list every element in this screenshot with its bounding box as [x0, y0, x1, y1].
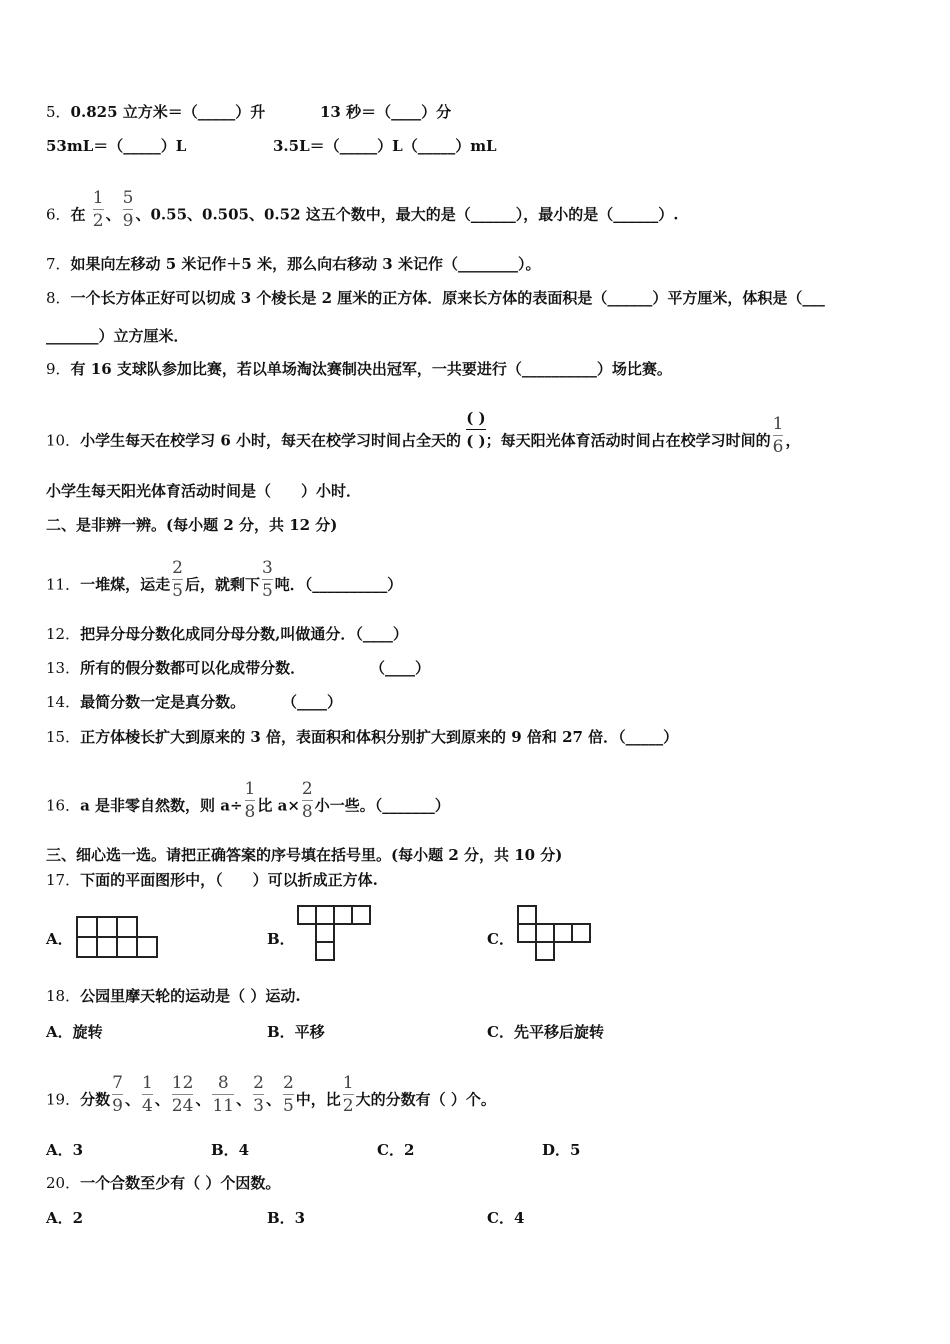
q17-net-a-figure — [75, 915, 159, 961]
q18-option-b: B．平移 — [267, 1023, 325, 1041]
q16-fraction-1 — [245, 780, 256, 821]
q20-option-c: C．4 — [487, 1209, 525, 1227]
q12-number: 12． — [46, 625, 81, 643]
q14-text: 最简分数一定是真分数。 — [80, 693, 246, 711]
q18-text: 公园里摩天轮的运动是（ ）运动. — [80, 987, 301, 1005]
q14-line — [46, 692, 245, 712]
blank-numerator: ( ) — [466, 409, 486, 427]
q6-sep: 、 — [105, 205, 121, 224]
q17-net-b-figure — [296, 904, 372, 962]
q12-text: 把异分母分数化成同分母分数,叫做通分．（____） — [80, 625, 408, 643]
q5-line1 — [46, 102, 265, 122]
denominator: 5 — [172, 581, 183, 601]
numerator: 2 — [172, 558, 183, 578]
q5-part-b: 13 秒＝（____）分 — [320, 103, 452, 121]
q20-text: 一个合数至少有（ ）个因数。 — [80, 1174, 281, 1192]
q20-option-b: B．3 — [267, 1209, 306, 1227]
q19-post: 大的分数有（ ）个。 — [355, 1090, 496, 1109]
numerator: 8 — [217, 1073, 229, 1093]
q19-fraction-4 — [212, 1074, 234, 1115]
q17-option-c-label: C． — [487, 930, 514, 948]
q19-sep: 、 — [195, 1090, 211, 1109]
q18-number: 18． — [46, 987, 81, 1005]
q9-number: 9． — [46, 360, 71, 378]
q19-line — [46, 1073, 496, 1121]
numerator: 2 — [253, 1073, 264, 1093]
denominator: 3 — [253, 1096, 264, 1116]
denominator: 5 — [282, 1096, 294, 1116]
numerator: 1 — [92, 188, 104, 208]
q11-pre: 一堆煤，运走 — [80, 575, 171, 594]
numerator: 3 — [261, 558, 273, 578]
q10-text1: 小学生每天在校学习 6 小时，每天在校学习时间占全天的 — [80, 431, 461, 450]
q15-number: 15． — [46, 728, 81, 746]
q8-number: 8． — [46, 289, 71, 307]
q19-sep: 、 — [124, 1090, 140, 1109]
numerator: 1 — [772, 414, 784, 434]
q10-line1 — [46, 409, 801, 464]
q18-option-a: A．旋转 — [46, 1023, 103, 1041]
q10-blank-fraction — [466, 407, 485, 452]
q7-text: 如果向左移动 5 米记作＋5 米，那么向右移动 3 米记作（________）。 — [70, 255, 541, 273]
numerator: 2 — [282, 1073, 294, 1093]
numerator: 5 — [122, 188, 134, 208]
denominator: 9 — [112, 1096, 123, 1116]
q19-sep: 、 — [154, 1090, 170, 1109]
q6-fraction-2 — [123, 189, 134, 230]
denominator: 11 — [212, 1096, 235, 1116]
q19-mid: 中，比 — [295, 1090, 341, 1109]
q19-option-b: B．4 — [211, 1141, 250, 1159]
q8-text2: _______）立方厘米． — [46, 327, 189, 345]
q13-number: 13． — [46, 659, 81, 677]
q20-line — [46, 1173, 280, 1193]
q6-post: 、0.55、0.505、0.52 这五个数中，最大的是（______），最小的是（______）. — [135, 205, 679, 224]
q12-line — [46, 624, 408, 644]
q13-text: 所有的假分数都可以化成带分数． — [80, 659, 306, 677]
denominator: 6 — [772, 437, 784, 457]
q11-line — [46, 558, 403, 606]
q9-line — [46, 359, 672, 379]
q19-option-a: A．3 — [46, 1141, 84, 1159]
q13-blank: （____） — [370, 659, 431, 677]
q8-line1 — [46, 288, 825, 308]
q6-pre: 在 — [70, 205, 86, 224]
q19-fraction-2 — [142, 1074, 153, 1115]
q14-number: 14． — [46, 693, 81, 711]
q19-fraction-1 — [112, 1074, 123, 1115]
numerator: 2 — [301, 779, 313, 799]
q19-sep: 、 — [236, 1090, 252, 1109]
q17-number: 17． — [46, 871, 81, 889]
denominator: 2 — [342, 1096, 354, 1116]
q6-fraction-1 — [93, 189, 104, 230]
q19-compare-fraction — [343, 1074, 354, 1115]
q16-mid: 比 a× — [257, 796, 300, 815]
q16-line — [46, 779, 450, 827]
q11-number: 11． — [46, 575, 81, 594]
q15-line — [46, 727, 678, 747]
q20-number: 20． — [46, 1174, 81, 1192]
numerator: 7 — [112, 1073, 123, 1093]
q5-number: 5． — [46, 103, 71, 121]
q16-fraction-2 — [302, 780, 313, 821]
q10-number: 10． — [46, 431, 81, 450]
numerator: 1 — [342, 1073, 354, 1093]
q11-post: 吨．（__________） — [274, 575, 403, 594]
denominator: 8 — [301, 802, 313, 822]
denominator: 9 — [122, 211, 134, 231]
q5-part-c: 53mL＝（_____）L — [46, 137, 187, 155]
q20-option-a: A．2 — [46, 1209, 84, 1227]
q14-blank: （____） — [282, 693, 343, 711]
q17-net-c-figure — [516, 904, 592, 962]
numerator: 1 — [244, 779, 256, 799]
denominator: 2 — [92, 211, 104, 231]
section-2-title: 二、是非辨一辨。(每小题 2 分，共 12 分) — [46, 516, 338, 534]
q5-part-d: 3.5L＝（_____）L（_____）mL — [273, 137, 497, 155]
q19-number: 19． — [46, 1090, 81, 1109]
section-3-title: 三、细心选一选。请把正确答案的序号填在括号里。(每小题 2 分，共 10 分) — [46, 846, 563, 864]
numerator: 12 — [171, 1073, 194, 1093]
blank-denominator: ( ) — [466, 432, 486, 450]
q17-line — [46, 870, 378, 890]
numerator: 1 — [141, 1073, 153, 1093]
q19-fraction-3 — [172, 1074, 194, 1115]
q19-fraction-6 — [283, 1074, 294, 1115]
q16-post: 小一些。（_______） — [314, 796, 450, 815]
q19-sep: 、 — [265, 1090, 281, 1109]
q10-text3: ， — [785, 431, 801, 450]
q18-line — [46, 986, 301, 1006]
q16-number: 16． — [46, 796, 81, 815]
q16-pre: a 是非零自然数，则 a÷ — [80, 796, 243, 815]
q8-text1: 一个长方体正好可以切成 3 个棱长是 2 厘米的正方体．原来长方体的表面积是（______）平方厘米，体积是（___ — [70, 289, 825, 307]
q10-fraction — [773, 415, 784, 456]
q15-text: 正方体棱长扩大到原来的 3 倍，表面积和体积分别扩大到原来的 9 倍和 27 倍．（_____） — [80, 728, 679, 746]
denominator: 8 — [244, 802, 256, 822]
q10-text2: ；每天阳光体育活动时间占在校学习时间的 — [485, 431, 771, 450]
denominator: 4 — [141, 1096, 153, 1116]
q17-option-a-label: A． — [46, 930, 73, 948]
q11-mid: 后，就剩下 — [184, 575, 260, 594]
q19-fraction-5 — [253, 1074, 264, 1115]
q19-pre: 分数 — [80, 1090, 111, 1109]
q6-line — [46, 188, 679, 236]
q11-fraction-1 — [172, 559, 183, 600]
q17-option-b-label: B． — [267, 930, 295, 948]
q11-fraction-2 — [262, 559, 273, 600]
q6-number: 6． — [46, 205, 71, 224]
q7-line — [46, 254, 540, 274]
q5-part-a: 0.825 立方米＝（_____）升 — [70, 103, 266, 121]
q19-option-c: C．2 — [377, 1141, 415, 1159]
q19-option-d: D．5 — [542, 1141, 581, 1159]
q7-number: 7． — [46, 255, 71, 273]
denominator: 24 — [171, 1096, 194, 1116]
q18-option-c: C．先平移后旋转 — [487, 1023, 604, 1041]
denominator: 5 — [261, 581, 273, 601]
q9-text: 有 16 支球队参加比赛，若以单场淘汰赛制决出冠军，一共要进行（__________）场比赛。 — [70, 360, 672, 378]
q17-text: 下面的平面图形中，（ ）可以折成正方体. — [80, 871, 378, 889]
q13-line — [46, 658, 305, 678]
q10-line2: 小学生每天阳光体育活动时间是（ ）小时． — [46, 482, 362, 500]
